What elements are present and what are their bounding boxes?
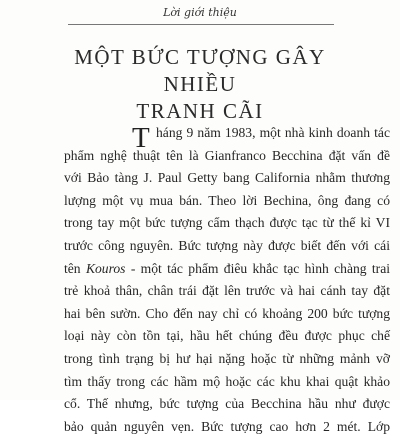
body-line: trong tay một bức tượng cẩm thạch được tạc từ thế kỉ VI [64,215,390,231]
italic-term: Kouros [85,260,126,276]
header-rule [68,24,334,25]
body-line: hai bên sườn. Cho đến nay chỉ có khoảng 200 bức tượng [64,305,390,321]
body-line: lượng một vụ mua bán. Theo lời Bechina, ông đang có [64,192,390,208]
body-line: với Bảo tàng J. Paul Getty bang California nhằm thương [64,170,390,186]
body-line-with-italic [64,258,390,281]
body-line: trước công nguyên. Bức tượng này được biết đến với cái [64,237,390,253]
drop-cap: T [132,122,150,154]
chapter-title-line-2: TRANH CÃI [136,99,264,123]
chapter-title [40,44,360,125]
chapter-title-line-1: MỘT BỨC TƯỢNG GÂY NHIỀU [74,45,326,96]
body-line: trong tình trạng bị hư hại nặng hoặc từ những mảnh vỡ [64,350,390,366]
body-line: loại này còn tồn tại, hầu hết chúng đều được phục chế [64,328,390,344]
body-line: trẻ khoả thân, chân trái đặt lên trước và hai cánh tay đặt [64,283,390,299]
running-head: Lời giới thiệu [163,6,237,19]
body-line: tìm thấy trong các hầm mộ hoặc các khu khai quật khảo [64,373,390,389]
body-line: háng 9 năm 1983, một nhà kinh doanh tác [156,125,390,140]
body-text-fragment: tên [64,260,81,276]
body-line: bảo quản nguyên vẹn. Bức tượng cao hơn 2 mét. Lớp [64,418,390,434]
body-line: cổ. Thế nhưng, bức tượng của Becchina hầu như được [64,396,390,412]
body-text-fragment: - một tác phẩm điêu khắc tạc hình chàng trai [130,260,391,276]
body-text [64,122,391,438]
body-line: phẩm nghệ thuật tên là Gianfranco Becchina đặt vấn đề [64,147,390,163]
